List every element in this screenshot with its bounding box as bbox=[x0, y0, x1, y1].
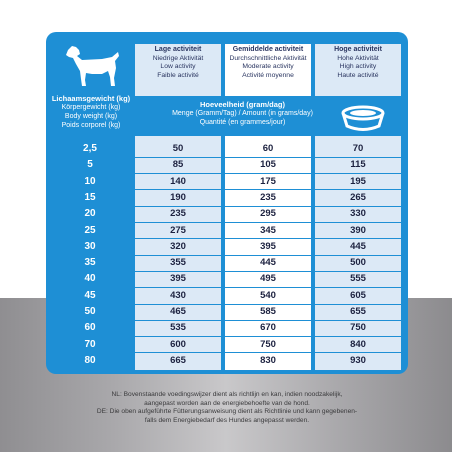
moderate-activity-cell: 60 bbox=[262, 143, 274, 154]
low-activity-cell: 465 bbox=[170, 306, 186, 317]
low-activity-cell: 190 bbox=[170, 191, 186, 203]
footnote-line-1: NL: Bovenstaande voedingswijzer dient als richtlijn en kan, indien noodzakelijk, bbox=[111, 391, 343, 398]
low-activity-cell: 665 bbox=[170, 354, 186, 366]
table-row bbox=[56, 142, 402, 156]
weight-cell: 30 bbox=[84, 240, 96, 252]
high-activity-cell: 605 bbox=[350, 289, 366, 301]
weight-cell: 10 bbox=[84, 175, 96, 187]
high-activity-cell: 195 bbox=[350, 175, 366, 187]
low-activity-cell: 320 bbox=[170, 240, 186, 252]
weight-column-header bbox=[48, 94, 134, 130]
weight-cell: 15 bbox=[84, 191, 96, 203]
moderate-activity-cell: 395 bbox=[260, 240, 276, 252]
high-activity-cell: 70 bbox=[352, 143, 364, 154]
header-low-activity bbox=[135, 46, 221, 80]
header-mid-de: Durchschnittliche Aktivität bbox=[229, 54, 307, 62]
weight-header-de: Körpergewicht (kg) bbox=[61, 104, 121, 111]
quantity-header-nl: Hoeveelheid (gram/dag) bbox=[199, 100, 286, 109]
high-activity-cell: 115 bbox=[350, 159, 366, 171]
footnote bbox=[40, 391, 414, 425]
header-low-en: Low activity bbox=[160, 63, 196, 71]
header-low-de: Niedrige Aktivität bbox=[152, 54, 204, 62]
low-activity-cell: 600 bbox=[170, 338, 186, 350]
weight-header-fr: Poids corporel (kg) bbox=[61, 122, 121, 129]
low-activity-cell: 235 bbox=[170, 208, 186, 220]
low-activity-cell: 535 bbox=[170, 322, 186, 334]
weight-cell: 2,5 bbox=[83, 143, 97, 154]
header-mid-en: Moderate activity bbox=[242, 63, 294, 71]
moderate-activity-cell: 585 bbox=[260, 306, 276, 317]
header-high-nl: Hoge activiteit bbox=[334, 46, 382, 53]
low-activity-cell: 140 bbox=[170, 175, 186, 187]
table-row bbox=[56, 158, 402, 172]
low-activity-cell: 355 bbox=[170, 257, 186, 269]
header-moderate-activity bbox=[225, 46, 311, 80]
moderate-activity-cell: 670 bbox=[260, 322, 276, 334]
high-activity-cell: 445 bbox=[350, 240, 366, 252]
high-activity-cell: 930 bbox=[350, 354, 366, 366]
table-row bbox=[56, 240, 402, 254]
header-low-nl: Lage activiteit bbox=[154, 46, 202, 53]
dog-icon bbox=[58, 44, 128, 88]
table-row bbox=[56, 321, 402, 335]
weight-cell: 5 bbox=[87, 159, 93, 171]
moderate-activity-cell: 540 bbox=[260, 289, 276, 301]
header-high-en: High activity bbox=[339, 63, 377, 71]
weight-cell: 25 bbox=[84, 224, 96, 236]
header-high-fr: Haute activité bbox=[337, 71, 379, 79]
weight-header-nl: Lichaamsgewicht (kg) bbox=[51, 94, 131, 103]
low-activity-cell: 85 bbox=[172, 159, 184, 171]
food-bowl-icon bbox=[340, 102, 386, 132]
low-activity-cell: 395 bbox=[170, 273, 186, 285]
table-row bbox=[56, 354, 402, 368]
weight-cell: 40 bbox=[84, 273, 96, 285]
high-activity-cell: 265 bbox=[350, 191, 366, 203]
moderate-activity-cell: 175 bbox=[260, 175, 276, 187]
header-low-fr: Faible activité bbox=[157, 71, 199, 79]
quantity-header-fr: Quantité (en grammes/jour) bbox=[199, 119, 286, 126]
high-activity-cell: 555 bbox=[350, 273, 366, 285]
moderate-activity-cell: 445 bbox=[260, 257, 276, 269]
weight-cell: 35 bbox=[84, 257, 96, 269]
table-row bbox=[56, 305, 402, 319]
quantity-header bbox=[140, 100, 345, 127]
table-row bbox=[56, 256, 402, 270]
high-activity-cell: 840 bbox=[350, 338, 366, 350]
weight-cell: 70 bbox=[84, 338, 96, 350]
table-row bbox=[56, 338, 402, 352]
moderate-activity-cell: 105 bbox=[260, 159, 276, 171]
moderate-activity-cell: 235 bbox=[260, 191, 276, 203]
weight-cell: 50 bbox=[84, 306, 96, 317]
moderate-activity-cell: 295 bbox=[260, 208, 276, 220]
moderate-activity-cell: 830 bbox=[260, 354, 276, 366]
quantity-header-de-en: Menge (Gramm/Tag) / Amount (in grams/day) bbox=[172, 110, 313, 117]
header-mid-nl: Gemiddelde activiteit bbox=[232, 46, 304, 53]
table-row bbox=[56, 175, 402, 189]
high-activity-cell: 500 bbox=[350, 257, 366, 269]
high-activity-cell: 655 bbox=[350, 306, 366, 317]
table-row bbox=[56, 289, 402, 303]
weight-header-en: Body weight (kg) bbox=[64, 113, 118, 120]
moderate-activity-cell: 495 bbox=[260, 273, 276, 285]
table-row bbox=[56, 207, 402, 221]
moderate-activity-cell: 345 bbox=[260, 224, 276, 236]
footnote-line-3: DE: Die oben aufgeführte Fütterungsanweisung dient als Richtlinie und kann gegebenen- bbox=[96, 408, 358, 416]
table-row bbox=[56, 272, 402, 286]
high-activity-cell: 390 bbox=[350, 224, 366, 236]
weight-cell: 45 bbox=[84, 289, 96, 301]
low-activity-cell: 275 bbox=[170, 224, 186, 236]
weight-cell: 20 bbox=[84, 208, 96, 220]
table-row bbox=[56, 191, 402, 205]
footnote-line-4: falls dem Energiebedarf des Hundes angepasst werden. bbox=[144, 416, 310, 424]
high-activity-cell: 750 bbox=[350, 322, 366, 334]
header-high-activity bbox=[315, 46, 401, 80]
header-mid-fr: Activité moyenne bbox=[242, 71, 294, 79]
weight-cell: 60 bbox=[84, 322, 96, 334]
high-activity-cell: 330 bbox=[350, 208, 366, 220]
moderate-activity-cell: 750 bbox=[260, 338, 276, 350]
table-row bbox=[56, 224, 402, 238]
header-high-de: Hohe Aktivität bbox=[337, 54, 379, 62]
low-activity-cell: 430 bbox=[170, 289, 186, 301]
weight-cell: 80 bbox=[84, 354, 96, 366]
footnote-line-2: aangepast worden aan de energiebehoefte van de hond. bbox=[144, 399, 310, 407]
low-activity-cell: 50 bbox=[172, 143, 184, 154]
